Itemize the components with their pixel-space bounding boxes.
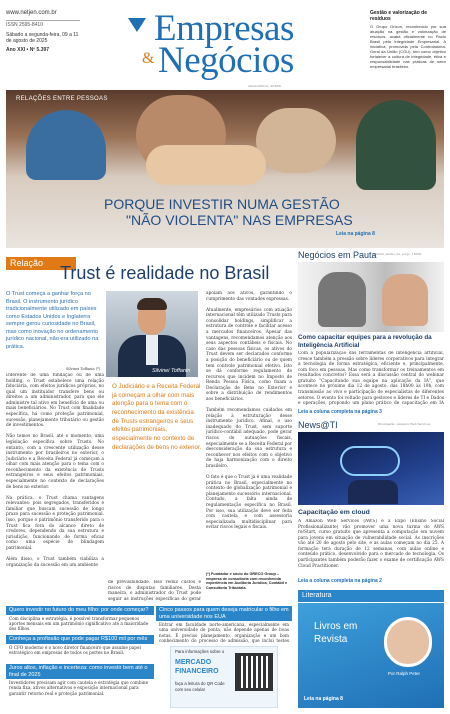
- robot-hand-icon: [318, 272, 366, 327]
- negocios-credit: cafundó_studio_de_sorgo_15000: [372, 252, 422, 256]
- news-headline[interactable]: Capacitação em cloud: [298, 509, 370, 516]
- news-text: A Amazon Web Services (AWS) e a Expo (Ensino Social Profissionalizante) vão promover uma nova turma do AWS re/Start, curso gratuito que apresenta a computação em nuvem para jovens em situação de vulnerabilidade social. As inscrições vão até 20 de agosto pelo site, e as aulas começam no dia 25. A formação terá duração de 12 semanas, com aulas online e conteúdo prático, desenvolvido para o mercado de tecnologia. Os participantes também poderão fazer o exame de certificação AWS Cloud Practitioner.: [298, 519, 444, 569]
- negocios-section: Negócios em Pauta: [298, 250, 377, 260]
- main-col-1: Diferente de uma fundação ou de uma holding, o Trust estabelece uma relação fiduciária, com efeitos jurídicos próprios, no qual um instituidor transfere bens ou direitos a um administrador, para que ele administre tal ativo em benefício de uma ou mais beneficiários. No Trust com finalidade específica, há como proteção patrimonial, sucessão, planejamento tributário ou gestão de investimentos. Não temos no Brasil, até o momento, uma legislação específica sobre Trusts. No entanto, com a crescente utilização desse instrumento por brasileiros no exterior, o Judiciário e a Receita Federal já começam a olhar com mais atenção para o tema com o reconhecimento da existência de Trusts estrangeiros e seus efeitos patrimoniais, especialmente no contexto de declarações de bens no exterior. Na prática, o Trust chama vantagens relevantes: pois segregados, transferidos e familiar que buscam sucessão de longo prazo para sucessão e proteção patrimonial. Isso, porque o patrimônio transferido para o Trust fica fora do alcance direto de credores, dependendo da sua estrutura e jurisdição, funcionando de forma eficaz como uma espécie de blindagem patrimonial. Além disso, o Trust também viabiliza a organização da sucessão em um ambiente: [6, 373, 104, 568]
- logo-triangle-icon: [128, 18, 146, 32]
- logo-top: Empresas: [154, 8, 294, 49]
- box-interest-text: Investidores precisam agir com cautela e estratégia que combine renda fixa, ativos alternativos e exposição internacional para garantir retorno real e proteção patrimonial.: [9, 680, 149, 696]
- literatura-title-1: Livros em: [314, 621, 358, 632]
- hero-figure-far-right: [356, 100, 436, 190]
- literatura-title-2: Revista: [314, 634, 348, 645]
- human-hand-icon: [382, 274, 428, 326]
- qr-ad[interactable]: [170, 646, 278, 708]
- box-invest-child[interactable]: [6, 606, 154, 632]
- literatura-read-more[interactable]: Leia na página 8: [304, 696, 343, 702]
- author-shirt: [146, 335, 158, 365]
- logo-bottom: Negócios: [158, 40, 294, 81]
- hero-photo[interactable]: [6, 90, 444, 248]
- main-lead: O Trust começa a ganhar força no Brasil. O instrumento jurídico tradicionalmente utilizado em países como Estados Unidos e Inglaterra sempre gerou curiosidade no Brasil, mas como inovação no ordenamento jurídico nacional, não era utilizado na prática.: [6, 291, 99, 350]
- news-read-more[interactable]: Leia a coluna completa na página 2: [298, 578, 382, 584]
- site-url[interactable]: www.netjen.com.br: [6, 10, 57, 16]
- brief-text: O Grupo Orizon, reconhecido por sua atuação na gestão e valorização de resíduos, acaba oficialmente no Pacto Brasil pela Integridade Empresarial. A iniciativa, promovida pela Controladoria-Geral da União (CGU), tem como objetivo fortalecer a cultura de integridade, ética e responsabilidade nas práticas de setor empresarial brasileiro.: [370, 24, 446, 69]
- hero-figure-left: [26, 110, 106, 180]
- box-us-university-title[interactable]: Cinco passos para quem deseja matricular o filho em uma universidade nos EUA: [156, 606, 292, 621]
- pull-quote: O Judiciário e a Receita Federal já começam a olhar com mais atenção para o tema com o reconhecimento da existência de Trusts estrangeiros e seus efeitos patrimoniais, especialmente no contexto de declarações de bens no exterior.: [112, 383, 202, 451]
- literatura-box[interactable]: [298, 603, 444, 708]
- news-credit: Divulgação: Amazon Web Services: [378, 422, 431, 426]
- literatura-author: Por Ralph Peter: [388, 671, 421, 676]
- author-note: (*) Fundador e sócio do GRECO Group – empresa de consultoria com reconhecida experiência em Auditoria Jurídica, Contábil e Consultoria Tributária.: [206, 572, 288, 591]
- negocios-headline[interactable]: Como capacitar equipes para a revolução da Inteligência Artificial: [298, 334, 432, 349]
- news-photo: [298, 432, 444, 505]
- logo-amp: &: [142, 50, 155, 67]
- cloud-icon: [340, 446, 400, 476]
- issue-date: Sábado a segunda-feira, 09 a 11 de agosto de 2025: [6, 31, 79, 44]
- negocios-text: Com a popularização das ferramentas de inteligência artificial, cresce também a pressão sobre líderes corporativos para integrar a tecnologia de forma estratégica, eficiente e, principalmente, com foco em pessoas. Mas como transformar os treinamentos em resultados concretos? Essa será a discussão central do webinar gratuito "Capacitando sua equipe na aplicação da IA", que acontece no próximo dia 12 de agosto, das 18h00 às 19h, com transmissão ao vivo e participação de especialistas de diferentes setores. O evento foi voltado para gestores e líderes de TI e Dados e operações, propondo um plano prático de capacitação em IA: [298, 351, 444, 406]
- box-invest-child-text: Com disciplina e estratégia, é possível transformar pequenos aportes mensais em um patrimônio significativo até a maioridade dos filhos.: [9, 615, 149, 632]
- hero-headline-1[interactable]: PORQUE INVESTIR NUMA GESTÃO: [104, 196, 340, 212]
- box-profession-text: O CFO moderno é o novo diretor financeiro que assume papel estratégico em empresas de todos os portes no Brasil.: [9, 644, 141, 655]
- hero-figure-right: [256, 108, 336, 173]
- main-section-label: Relação fiduciária: [6, 257, 76, 270]
- negocios-read-more[interactable]: Leia a coluna completa na página 3: [298, 409, 382, 415]
- qr-ad-note: faça a leitura do QR Code com seu celular: [175, 681, 225, 692]
- author-photo-caption: Silvinei Toffanin: [152, 368, 191, 374]
- hero-kicker: RELAÇÕES ENTRE PESSOAS: [16, 96, 108, 102]
- box-us-university[interactable]: [156, 606, 292, 710]
- main-headline[interactable]: Trust é realidade no Brasil: [60, 263, 270, 283]
- logo-credit: AmazonPhoto_2038/K: [248, 84, 282, 88]
- box-interest[interactable]: [6, 664, 154, 708]
- qr-ad-title-1: MERCADO: [175, 659, 212, 666]
- literatura-section: Literatura: [298, 590, 444, 602]
- hero-read-more[interactable]: Leia na página 8: [336, 231, 375, 237]
- qr-ad-text: Para informações sobre o: [175, 649, 225, 654]
- main-col-2: de previsibilidade. Isso reduz custos e riscos de disputas familiares. Desta maneira, o administrador do Trust pode seguir as instruções específicas do gerar: [108, 580, 201, 602]
- edition: Ano XXI • Nº 5.397: [6, 47, 50, 54]
- qr-ad-title-2: FINANCEIRO: [175, 668, 219, 675]
- box-interest-title[interactable]: Juros altos, inflação e incerteza: como investir bem até o final de 2025: [6, 664, 154, 679]
- hand-silhouette: [348, 480, 398, 504]
- box-us-university-text: Entrar em faculdade norte-americana, especialmente em uma universidade de ponta, não depende apenas de boas notas. É preciso planejamento, organização e um bom conhecimento do processo de admissão, que inclui testes: [159, 622, 289, 643]
- brief-title: Gestão e valorização de resíduos: [370, 10, 427, 22]
- hero-headline-2[interactable]: "NÃO VIOLENTA" NAS EMPRESAS: [126, 212, 353, 228]
- literatura-author-photo: [384, 617, 432, 667]
- news-section: News@TI: [298, 420, 338, 430]
- hero-hands: [146, 145, 266, 185]
- negocios-photo: [298, 262, 444, 332]
- box-invest-child-title[interactable]: Quero investir no futuro do meu filho: por onde começar?: [6, 606, 154, 615]
- issn: ISSN 2595-8410: [6, 20, 80, 29]
- author-photo: [106, 291, 198, 377]
- logo: [126, 10, 361, 80]
- box-profession-title[interactable]: Conheça a profissão que pode pagar R$100 mil por mês: [6, 635, 154, 644]
- top-right-brief: [370, 10, 446, 69]
- photo-credit: Silvinei Toffanin (*): [66, 367, 101, 371]
- main-col-3: apoiam aos ativos, garantindo o cumprimento das vontades expressas. Atualmente, empresários com atuação internacional têm utilizado Trusts para consolidar holdings, simplificar a estrutura de controle e facilitar acesso a mercados financeiros. Apesar das vantagens, recomendamos atenção aos seus aspectos contábeis e fiscais. No caso das pessoas físicas, os ativos do Trust devem ser declarados conforme a posição do beneficiário ou de quem tem controle patrimonial efetivo. Isto se dá conforme regulamento de recursos que incidem no Imposto de Renda Pessoa Física, como fixam a Declaração de Bens no Exterior e sobre a distribuição de rendimentos aos beneficiários. Também recomendamos cuidados em relação à estruturação desse instrumento jurídico. Afinal, o uso inadequado do Trust, sem suporte jurídico-contábil adequado, pode gerar riscos de autuações fiscais, especialmente se a Receita Federal por desconsideração da sua estrutura e reconhecer nos efeitos com o objetivo de haja harmonização com o direito brasileiro. O fato é que o Trust já é uma realidade prática no Brasil, especialmente no contexto de globalização patrimonial e planejamento sucessório internacional. Contudo, a falta ainda de regulamentação específica no Brasil. Por isso, sua utilização deve ser feita com cautela e com assessoria especializada multidisciplinar para evitar riscos legais e fiscais.: [206, 291, 292, 531]
- box-profession[interactable]: [6, 635, 154, 661]
- masthead-info: [6, 10, 80, 54]
- author-hair: [137, 298, 167, 310]
- qr-code-icon[interactable]: [235, 653, 273, 691]
